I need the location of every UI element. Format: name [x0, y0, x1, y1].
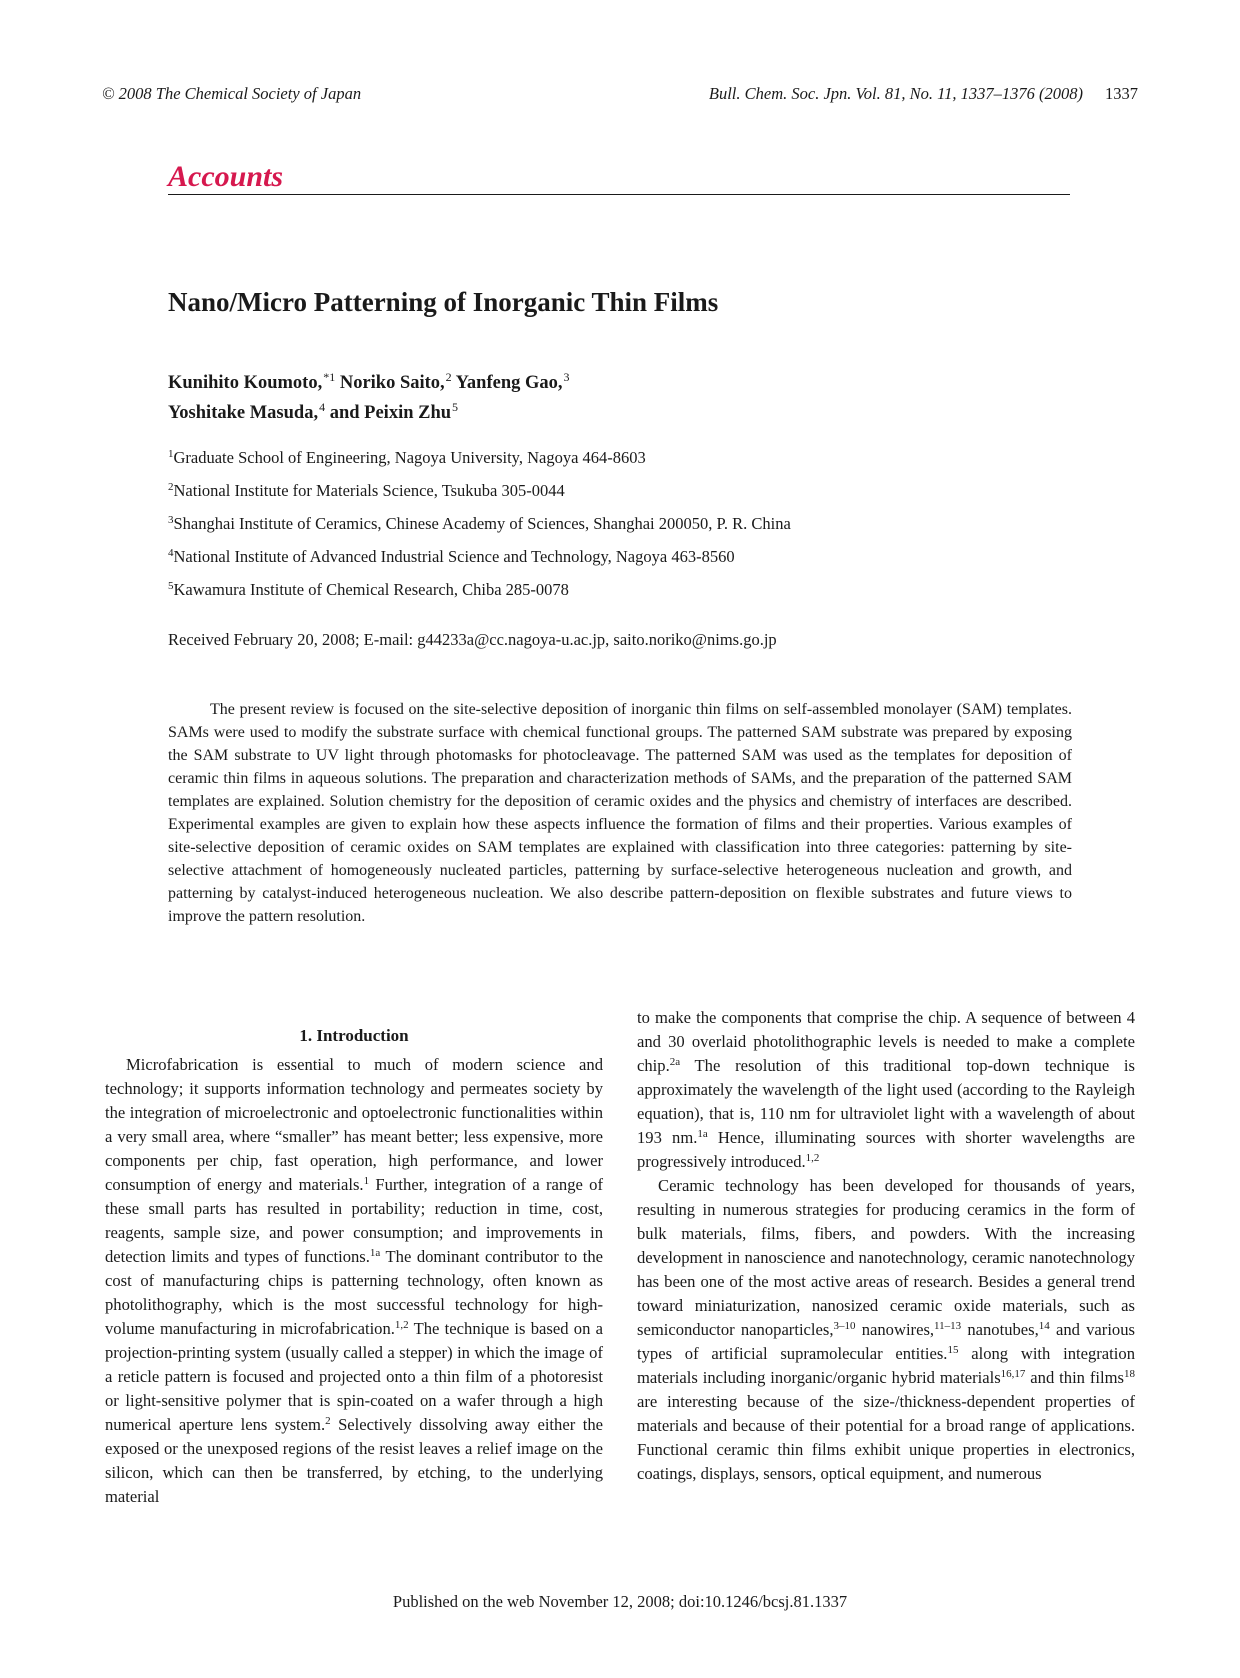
affiliation-number: 4 — [168, 547, 174, 559]
journal-reference: Bull. Chem. Soc. Jpn. Vol. 81, No. 11, 1337–1376 (2008) — [708, 84, 1083, 103]
body-paragraph: Ceramic technology has been developed for thousands of years, resulting in numerous strategies for producing ceramics in the form of bulk materials, films, fibers, and powders. With the increasing development in nanoscience and nanotechnology, ceramic nanotechnology has been one of the most active areas of research. Besides a general trend toward miniaturization, nanosized ceramic oxide materials, such as semiconductor nanoparticles,$^{3-10}$ nanowires,$^{11-13}$ nanotubes,$^{14}$ and various types of artificial supramolecular entities.$^{15}$ along with integration materials including inorganic/organic hybrid materials$^{16,17}$ and thin films$^{18}$ are interesting because of the size-/thickness-dependent properties of materials and because of their potential for a broad range of applications. Functional ceramic thin films exhibit unique properties in electronics, coatings, displays, sensors, optical equipment, and numerous — [637, 1176, 1135, 1483]
body-column-right — [637, 1006, 1135, 1486]
author-line-1 — [168, 368, 570, 398]
affiliation — [168, 580, 791, 613]
affiliation-text: Shanghai Institute of Ceramics, Chinese Academy of Sciences, Shanghai 200050, P. R. China — [173, 514, 791, 533]
author-name: Yanfeng Gao, — [455, 373, 563, 393]
affiliation — [168, 448, 791, 481]
affiliation — [168, 547, 791, 580]
copyright-notice: © 2008 The Chemical Society of Japan — [102, 84, 362, 103]
citation-mark: 2 — [325, 1415, 331, 1427]
citation-mark: 1 — [363, 1175, 370, 1187]
author-name: Noriko Saito, — [339, 373, 445, 393]
body-column-left — [105, 1006, 603, 1509]
author-line-2 — [168, 398, 570, 428]
author-mark: 2 — [445, 370, 452, 384]
affiliation — [168, 481, 791, 514]
citation-mark: 2a — [669, 1056, 681, 1068]
author-mark: 3 — [563, 370, 570, 384]
affiliation-list — [168, 448, 791, 613]
publication-footer: Published on the web November 12, 2008; doi:10.1246/bcsj.81.1337 — [392, 1592, 848, 1611]
affiliation-number: 1 — [168, 448, 174, 460]
author-mark: *1 — [323, 370, 336, 384]
body-paragraph: Microfabrication is essential to much of modern science and technology; it supports information technology and permeates society by the integration of microelectronic and optoelectronic functionalities within a very small area, where “smaller” has meant better; less expensive, more components per chip, fast operation, high performance, and lower consumption of energy and materials.$^1$ Further, integration of a range of these small parts has resulted in portability; reduction in time, cost, reagents, sample size, and power consumption; and improvements in detection limits and types of functions.$^{1a}$ The dominant contributor to the cost of manufacturing chips is patterning technology, often known as photolithography, which is the most successful technology for high-volume manufacturing in microfabrication.$^{1,2}$ The technique is based on a projection-printing system (usually called a stepper) in which the image of a reticle pattern is focused and projected onto a thin film of a photoresist or light-sensitive polymer that is spin-coated on a wafer through a high numerical aperture lens system.$^2$ Selectively dissolving away either the exposed or the unexposed regions of the resist leaves a relief image on the silicon, which can then be transferred, by etching, to the underlying material — [105, 1055, 603, 1506]
citation-mark: 1a — [697, 1128, 708, 1140]
affiliation-number: 3 — [168, 514, 174, 526]
author-name: and Peixin Zhu — [329, 403, 452, 423]
body-paragraph: to make the components that comprise the chip. A sequence of between 4 and 30 overlaid photolithographic levels is needed to make a complete chip.$^{2a}$ The resolution of this traditional top-down technique is approximately the wavelength of the light used (according to the Rayleigh equation), that is, 110 nm for ultraviolet light with a wavelength of about 193 nm.$^{1a}$ Hence, illuminating sources with shorter wavelengths are progressively introduced.$^{1,2}$ — [637, 1008, 1135, 1171]
author-mark: 5 — [452, 400, 459, 414]
citation-mark: 18 — [1123, 1368, 1135, 1380]
citation-mark: 1a — [369, 1247, 381, 1259]
citation-mark: 1,2 — [394, 1319, 409, 1331]
citation-mark: 16,17 — [1000, 1368, 1026, 1380]
citation-mark: 1,2 — [805, 1152, 820, 1164]
citation-mark: 3–10 — [833, 1320, 856, 1332]
author-list — [168, 368, 570, 428]
section-label-text: Accounts — [168, 160, 284, 193]
author-name: Yoshitake Masuda, — [168, 403, 319, 423]
affiliation — [168, 514, 791, 547]
affiliation-text: National Institute of Advanced Industrial Science and Technology, Nagoya 463-8560 — [173, 547, 735, 566]
citation-mark: 14 — [1038, 1320, 1050, 1332]
author-mark: 4 — [319, 400, 326, 414]
received-email-line: Received February 20, 2008; E-mail: g44233a@cc.nagoya-u.ac.jp, saito.noriko@nims.go.jp — [168, 630, 777, 649]
affiliation-number: 5 — [168, 580, 174, 592]
article-title: Nano/Micro Patterning of Inorganic Thin Films — [168, 287, 719, 317]
affiliation-text: National Institute for Materials Science, Tsukuba 305-0044 — [173, 481, 565, 500]
page-number: 1337 — [1105, 84, 1138, 103]
author-name: Kunihito Koumoto, — [168, 373, 323, 393]
affiliation-number: 2 — [168, 481, 174, 493]
citation-mark: 11–13 — [934, 1320, 962, 1332]
affiliation-text: Graduate School of Engineering, Nagoya University, Nagoya 464-8603 — [173, 448, 646, 467]
journal-citation — [709, 84, 1138, 104]
section-heading-introduction: 1. Introduction — [299, 1026, 409, 1045]
section-label — [168, 158, 1070, 195]
abstract: The present review is focused on the site-selective deposition of inorganic thin films on self-assembled monolayer (SAM) templates. SAMs were used to modify the substrate surface with chemical functional groups. The patterned SAM substrate was prepared by exposing the SAM substrate to UV light through photomasks for photocleavage. The patterned SAM was used as the templates for deposition of ceramic thin films in aqueous solutions. The preparation and characterization methods of SAMs, and the preparation of the patterned SAM templates are explained. Solution chemistry for the deposition of ceramic oxides and the physics and chemistry of interfaces are described. Experimental examples are given to explain how these aspects influence the formation of films and their properties. Various examples of site-selective deposition of ceramic oxides on SAM templates are explained with classification into three categories: patterning by site-selective attachment of homogeneously nucleated particles, patterning by surface-selective heterogeneous nucleation and growth, and patterning by catalyst-induced heterogeneous nucleation. We also describe pattern-deposition on flexible substrates and future views to improve the pattern resolution. — [168, 701, 1072, 925]
citation-mark: 15 — [947, 1344, 959, 1356]
affiliation-text: Kawamura Institute of Chemical Research, Chiba 285-0078 — [173, 580, 569, 599]
